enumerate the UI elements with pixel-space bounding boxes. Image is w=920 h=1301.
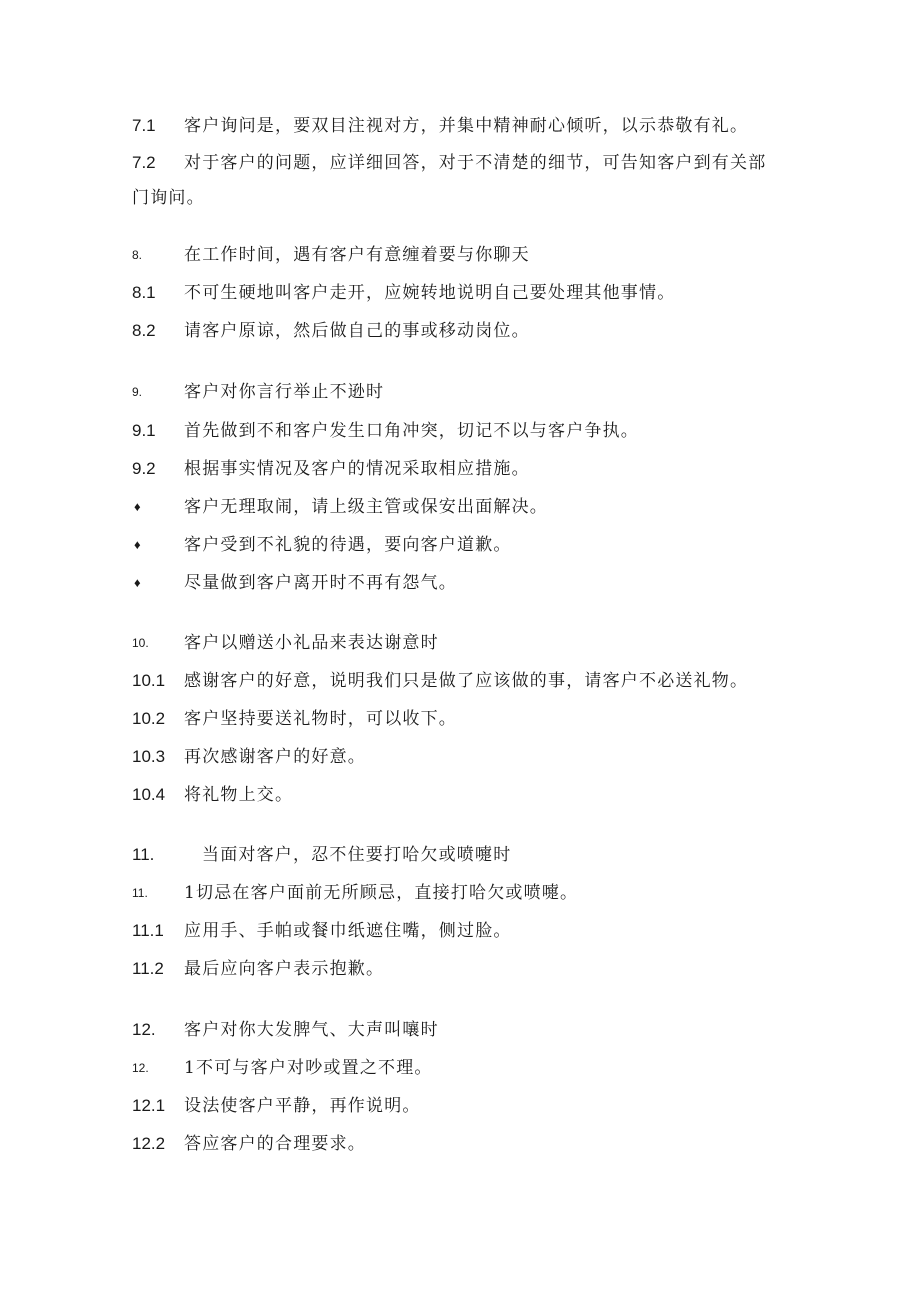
item-text: 感谢客户的好意，说明我们只是做了应该做的事，请客户不必送礼物。 xyxy=(184,671,749,691)
list-item xyxy=(132,114,792,138)
item-text: 设法使客户平静，再作说明。 xyxy=(184,1096,421,1116)
item-text: 首先做到不和客户发生口角冲突，切记不以与客户争执。 xyxy=(184,421,639,441)
bullet-item xyxy=(132,533,792,557)
item-text: 客户询问是，要双目注视对方，并集中精神耐心倾听，以示恭敬有礼。 xyxy=(184,116,749,136)
item-number: 10.1 xyxy=(132,671,166,690)
section-heading xyxy=(132,380,792,404)
section-heading xyxy=(132,1018,792,1042)
item-number: 8.1 xyxy=(132,283,156,302)
list-item xyxy=(132,419,792,443)
item-text: 客户无理取闹，请上级主管或保安出面解决。 xyxy=(184,497,548,517)
item-number: 8. xyxy=(132,248,143,262)
item-text: 客户对你言行举止不逊时 xyxy=(184,382,385,402)
item-text: 再次感谢客户的好意。 xyxy=(184,747,366,767)
item-number: 12.2 xyxy=(132,1134,166,1153)
item-text: 答应客户的合理要求。 xyxy=(184,1134,366,1154)
item-text: 当面对客户，忍不住要打哈欠或喷嚏时 xyxy=(202,845,512,865)
list-item xyxy=(132,707,792,731)
item-number: 10.4 xyxy=(132,785,166,804)
item-number: 11.2 xyxy=(132,959,164,978)
item-text: 在工作时间，遇有客户有意缠着要与你聊天 xyxy=(184,245,530,265)
item-number: 9. xyxy=(132,385,143,399)
item-text: 将礼物上交。 xyxy=(184,785,294,805)
bullet-item xyxy=(132,495,792,519)
item-text: 客户坚持要送礼物时，可以收下。 xyxy=(184,709,457,729)
item-text: 根据事实情况及客户的情况采取相应措施。 xyxy=(184,459,530,479)
list-item xyxy=(132,1056,792,1080)
item-number: 12. xyxy=(132,1061,149,1075)
item-number: 9.1 xyxy=(132,421,156,440)
section-heading xyxy=(132,631,792,655)
item-text-continuation: 门询问。 xyxy=(132,188,205,208)
diamond-bullet-icon: ♦ xyxy=(134,537,141,552)
bullet-item xyxy=(132,571,792,595)
item-number: 10.3 xyxy=(132,747,166,766)
item-number: 11. xyxy=(132,886,148,900)
item-number: 12.1 xyxy=(132,1096,166,1115)
item-number: 10. xyxy=(132,636,149,650)
section-heading xyxy=(132,843,792,867)
item-number: 12. xyxy=(132,1020,156,1039)
list-item xyxy=(132,319,792,343)
item-number: 7.1 xyxy=(132,116,156,135)
item-text: 尽量做到客户离开时不再有怨气。 xyxy=(184,573,457,593)
item-number: 11. xyxy=(132,845,155,864)
item-number: 7.2 xyxy=(132,153,156,172)
item-text: 1切忌在客户面前无所顾忌，直接打哈欠或喷嚏。 xyxy=(184,883,579,903)
item-text: 对于客户的问题，应详细回答，对于不清楚的细节，可告知客户到有关部 xyxy=(184,153,767,173)
list-item xyxy=(132,783,792,807)
list-item xyxy=(132,151,792,175)
item-number: 9.2 xyxy=(132,459,156,478)
list-item xyxy=(132,457,792,481)
item-number: 10.2 xyxy=(132,709,166,728)
item-text: 应用手、手帕或餐巾纸遮住嘴，侧过脸。 xyxy=(184,921,512,941)
list-item xyxy=(132,669,792,693)
list-item xyxy=(132,881,792,905)
item-text: 不可生硬地叫客户走开，应婉转地说明自己要处理其他事情。 xyxy=(184,283,676,303)
item-text: 请客户原谅，然后做自己的事或移动岗位。 xyxy=(184,321,530,341)
item-number: 8.2 xyxy=(132,321,156,340)
section-heading xyxy=(132,243,792,267)
diamond-bullet-icon: ♦ xyxy=(134,575,141,590)
item-text: 客户以赠送小礼品来表达谢意时 xyxy=(184,633,439,653)
diamond-bullet-icon: ♦ xyxy=(134,499,141,514)
item-text: 客户对你大发脾气、大声叫嚷时 xyxy=(184,1020,439,1040)
list-item xyxy=(132,1132,792,1156)
list-item xyxy=(132,957,792,981)
list-item xyxy=(132,1094,792,1118)
item-text: 1不可与客户对吵或置之不理。 xyxy=(184,1058,433,1078)
item-text: 客户受到不礼貌的待遇，要向客户道歉。 xyxy=(184,535,512,555)
list-item xyxy=(132,281,792,305)
item-number: 11.1 xyxy=(132,921,164,940)
list-item xyxy=(132,919,792,943)
list-item xyxy=(132,745,792,769)
item-text: 最后应向客户表示抱歉。 xyxy=(184,959,385,979)
